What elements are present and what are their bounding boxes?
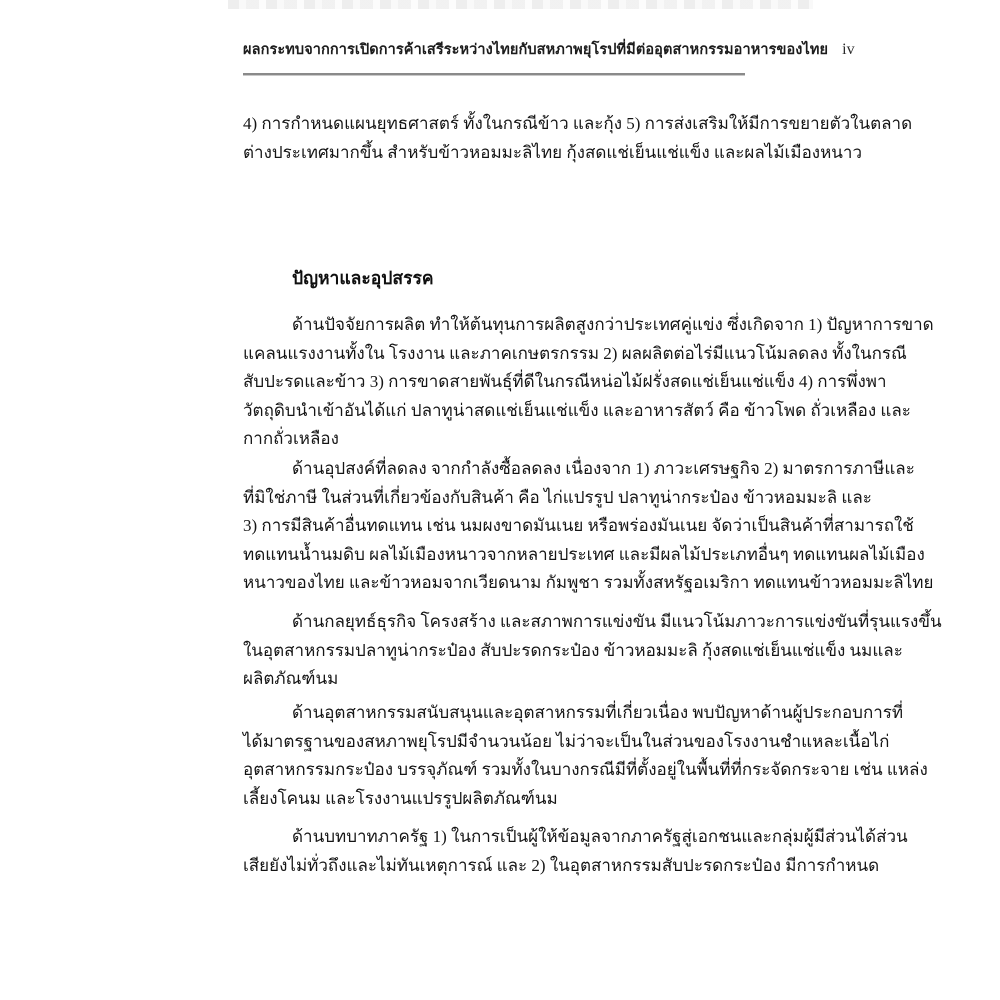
paragraph-government-role: ด้านบทบาทภาครัฐ 1) ในการเป็นผู้ให้ข้อมูลจากภาครัฐสู่เอกชนและกลุ่มผู้มีส่วนได้ส่วน เสียยังไม่ทั่วถึงและไม่ทันเหตุการณ์ และ 2) ในอุตสาหกรรมสับปะรดกระป๋อง มีการกำหนด	[243, 827, 908, 875]
paragraph-strategy: ด้านกลยุทธ์ธุรกิจ โครงสร้าง และสภาพการแข่งขัน มีแนวโน้มภาวะการแข่งขันที่รุนแรงขึ้น ในอุตสาหกรรมปลาทูน่ากระป๋อง สับปะรดกระป๋อง ข้าวหอมมะลิ กุ้งสดแช่เย็นแช่แข็ง นมและ ผลิตภัณฑ์นม	[243, 612, 942, 688]
section-heading: ปัญหาและอุปสรรค	[292, 268, 434, 288]
running-header-title: ผลกระทบจากการเปิดการค้าเสรีระหว่างไทยกับสหภาพยุโรปที่มีต่ออุตสาหกรรมอาหารของไทย	[243, 42, 829, 58]
scan-crop-artifact	[228, 0, 813, 9]
paragraph-production-factors: ด้านปัจจัยการผลิต ทำให้ต้นทุนการผลิตสูงกว่าประเทศคู่แข่ง ซึ่งเกิดจาก 1) ปัญหาการขาด แคลนแรงงานทั้งใน โรงงาน และภาคเกษตรกรรม 2) ผลผลิตต่อไร่มีแนวโน้มลดลง ทั้งในกรณี สับปะรดและข้าว 3) การขาดสายพันธุ์ที่ดีในกรณีหน่อไม้ฝรั่งสดแช่เย็นแช่แข็ง 4) การพึ่งพา วัตถุดิบนำเข้าอันได้แก่ ปลาทูน่าสดแช่เย็นแช่แข็ง และอาหารสัตว์ คือ ข้าวโพด ถั่วเหลือง และ กากถั่วเหลือง	[243, 315, 934, 448]
paragraph-supporting-industry: ด้านอุตสาหกรรมสนับสนุนและอุตสาหกรรมที่เกี่ยวเนื่อง พบปัญหาด้านผู้ประกอบการที่ ได้มาตรฐานของสหภาพยุโรปมีจำนวนน้อย ไม่ว่าจะเป็นในส่วนของโรงงานชำแหละเนื้อไก่ อุตสาหกรรมกระป๋อง บรรจุภัณฑ์ รวมทั้งในบางกรณีมีที่ตั้งอยู่ในพื้นที่ที่กระจัดกระจาย เช่น แหล่ง เลี้ยงโคนม และโรงงานแปรรูปผลิตภัณฑ์นม	[243, 703, 928, 808]
running-header	[243, 38, 855, 61]
paragraph-demand: ด้านอุปสงค์ที่ลดลง จากกำลังซื้อลดลง เนื่องจาก 1) ภาวะเศรษฐกิจ 2) มาตรการภาษีและ ที่มิใช่ภาษี ในส่วนที่เกี่ยวข้องกับสินค้า คือ ไก่แปรรูป ปลาทูน่ากระป๋อง ข้าวหอมมะลิ และ 3) การมีสินค้าอื่นทดแทน เช่น นมผงขาดมันเนย หรือพร่องมันเนย จัดว่าเป็นสินค้าที่สามารถใช้ ทดแทนน้ำนมดิบ ผลไม้เมืองหนาวจากหลายประเทศ และมีผลไม้ประเภทอื่นๆ ทดแทนผลไม้เมือง หนาวของไทย และข้าวหอมจากเวียดนาม กัมพูชา รวมทั้งสหรัฐอเมริกา ทดแทนข้าวหอมมะลิไทย	[243, 459, 934, 592]
paragraph-continuation: 4) การกำหนดแผนยุทธศาสตร์ ทั้งในกรณีข้าว และกุ้ง 5) การส่งเสริมให้มีการขยายตัวในตลาด ต่างประเทศมากขึ้น สำหรับข้าวหอมมะลิไทย กุ้งสดแช่เย็นแช่แข็ง และผลไม้เมืองหนาว	[243, 114, 913, 162]
page-number: iv	[842, 41, 855, 58]
header-rule	[243, 73, 745, 76]
